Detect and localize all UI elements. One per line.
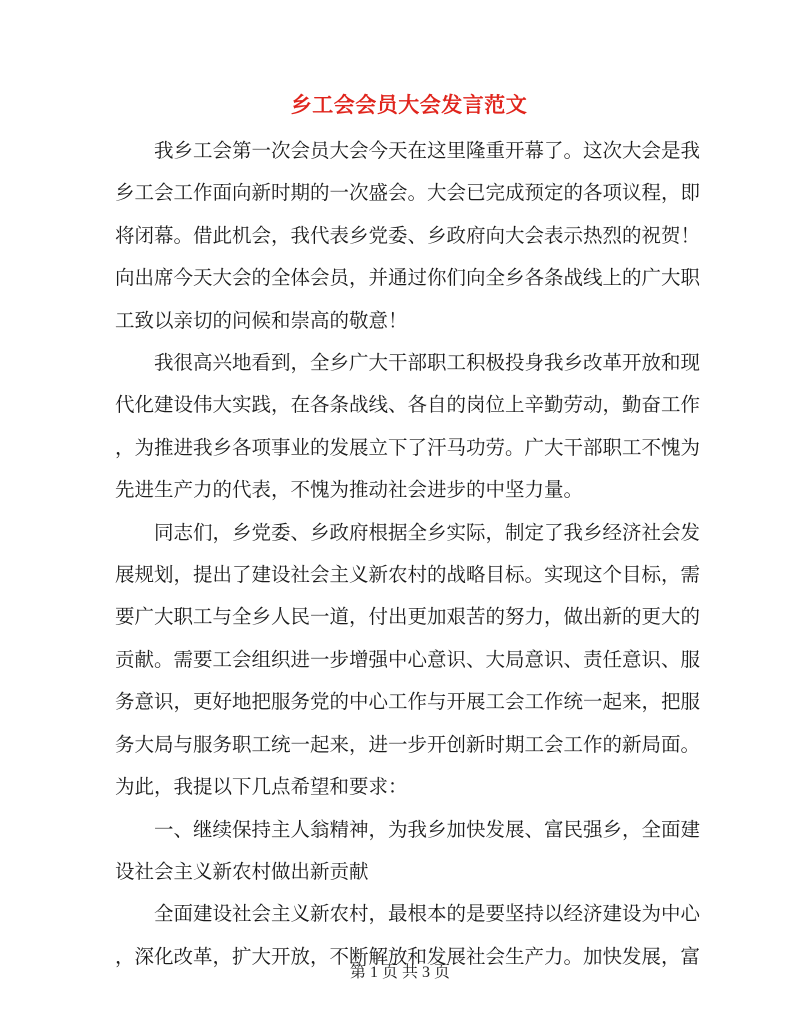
paragraph: 一、继续保持主人翁精神，为我乡加快发展、富民强乡，全面建设社会主义新农村做出新贡献 bbox=[115, 819, 701, 883]
paragraph: 全面建设社会主义新农村，最根本的是要坚持以经济建设为中心，深化改革，扩大开放，不断解放和发展社会生产力。加快发展，富 bbox=[115, 904, 701, 968]
document-body bbox=[115, 131, 703, 979]
paragraph: 同志们，乡党委、乡政府根据全乡实际，制定了我乡经济社会发展规划，提出了建设社会主义新农村的战略目标。实现这个目标，需要广大职工与全乡人民一道，付出更加艰苦的努力，做出新的更大的贡献。需要工会组织进一步增强中心意识、大局意识、责任意识、服务意识，更好地把服务党的中心工作与开展工会工作统一起来，把服务大局与服务职工统一起来，进一步开创新时期工会工作的新局面。为此，我提以下几点希望和要求： bbox=[115, 522, 701, 799]
paragraph: 我很高兴地看到，全乡广大干部职工积极投身我乡改革开放和现代化建设伟大实践，在各条战线、各自的岗位上辛勤劳动，勤奋工作，为推进我乡各项事业的发展立下了汗马功劳。广大干部职工不愧为先进生产力的代表，不愧为推动社会进步的中坚力量。 bbox=[115, 353, 701, 502]
page-title: 乡工会会员大会发言范文 bbox=[290, 93, 528, 117]
paragraph: 我乡工会第一次会员大会今天在这里隆重开幕了。这次大会是我乡工会工作面向新时期的一次盛会。大会已完成预定的各项议程，即将闭幕。借此机会，我代表乡党委、乡政府向大会表示热烈的祝贺！向出席今天大会的全体会员，并通过你们向全乡各条战线上的广大职工致以亲切的问候和崇高的敬意！ bbox=[115, 141, 701, 332]
page-footer: 第 1 页 共 3 页 bbox=[349, 964, 450, 981]
